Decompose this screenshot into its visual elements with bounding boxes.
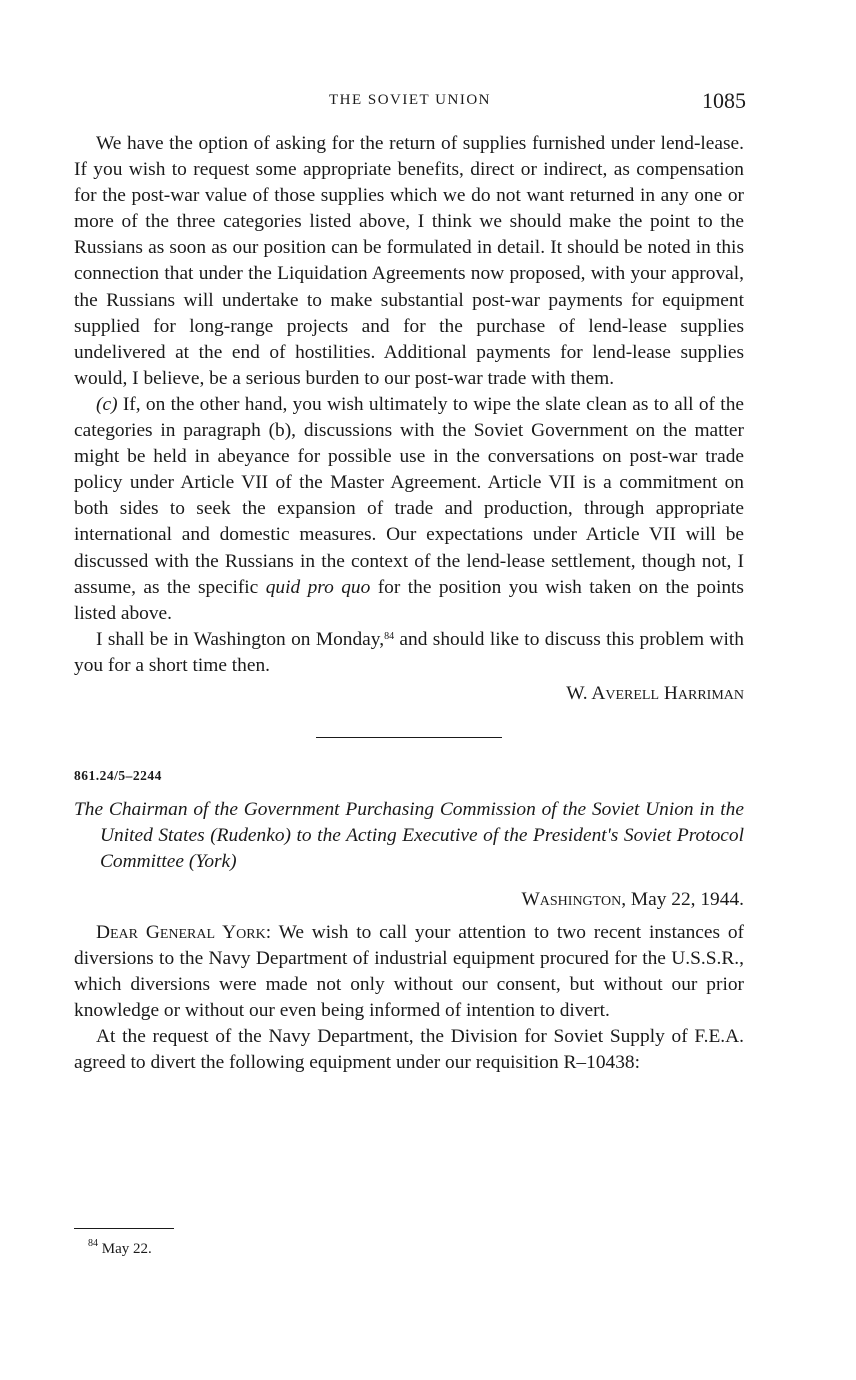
page-body <box>74 131 744 1076</box>
footnote-number: 84 <box>88 1238 98 1249</box>
signature: W. Averell Harriman <box>566 682 744 704</box>
footnote-rule <box>74 1228 174 1229</box>
document-headline: The Chairman of the Government Purchasing Commission of the Soviet Union in the United States (Rudenko) to the Acting Executive of the President's Soviet Protocol Committee (York) <box>74 799 744 873</box>
running-title: THE SOVIET UNION <box>328 92 492 108</box>
footnote <box>88 1238 152 1258</box>
paragraph-washington-text-a: I shall be in Washington on Monday, <box>96 628 385 650</box>
dateline <box>74 887 744 913</box>
footnote-ref: 84 <box>384 630 395 642</box>
section-divider <box>316 737 502 738</box>
paragraph-washington <box>74 627 744 679</box>
paragraph-washington-text-b: and should like to discuss this problem with you for a short time then. <box>74 628 744 676</box>
file-number: 861.24/5–2244 <box>74 768 162 784</box>
paragraph-c-text-a: If, on the other hand, you wish ultimately to wipe the slate clean as to all of the categories in paragraph (b), discussions with the Soviet Government on the matter might be held in abeyance for possible use in the conversations on post-war trade policy under Article VII of the Master Agreement. Article VII is a commitment on both sides to seek the expansion of trade and production, through appropriate international and domestic measures. Our expectations under Article VII will be discussed with the Russians in the context of the lend-lease settlement, though not, I assume, as the specific <box>74 393 744 598</box>
paragraph-c-text-b: for the position you wish taken on the points listed above. <box>74 576 744 624</box>
letter-paragraph-1-text: : We wish to call your attention to two recent instances of diversions to the Navy Department of industrial equipment procured for the U.S.S.R., which diversions were made not only without our consent, but without our prior knowledge or without our even being informed of intention to divert. <box>74 921 744 1021</box>
running-head <box>74 88 746 114</box>
dateline-date: , May 22, 1944. <box>621 889 744 911</box>
paragraph-c <box>74 392 744 627</box>
dateline-place: Washington <box>521 889 622 911</box>
letter-paragraph-2: At the request of the Navy Department, the Division for Soviet Supply of F.E.A. agreed to divert the following equipment under our requisition R–10438: <box>74 1025 744 1073</box>
salutation: Dear General York <box>96 921 266 943</box>
quid-pro-quo: quid pro quo <box>265 576 371 598</box>
footnote-text: May 22. <box>98 1241 152 1257</box>
paragraph-option-return: We have the option of asking for the return of supplies furnished under lend-lease. If you wish to request some appropriate benefits, direct or indirect, as compensation for the post-war value of those supplies which we do not want returned in any one or more of the three categories listed above, I think we should make the point to the Russians as soon as our position can be formulated in detail. It should be noted in this connection that under the Liquidation Agreements now proposed, with your approval, the Russians will undertake to make substantial post-war payments for equipment supplied for long-range projects and for the purchase of lend-lease supplies undelivered at the end of hostilities. Additional payments for lend-lease supplies would, I believe, be a serious burden to our post-war trade with them. <box>74 133 744 389</box>
paragraph-c-label: (c) <box>96 393 118 415</box>
page-number: 1085 <box>702 88 746 113</box>
letter-paragraph-1 <box>74 920 744 1024</box>
